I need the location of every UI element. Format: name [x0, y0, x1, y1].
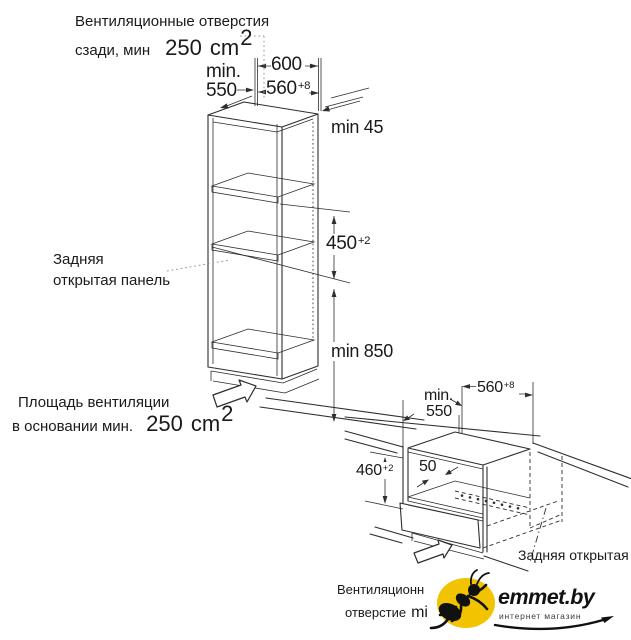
vent-note-base-line1: Площадь вентиляции [18, 394, 170, 411]
dim-value: 560 [266, 78, 297, 99]
dim-tolerance: +8 [503, 379, 515, 391]
airflow-arrow-small [414, 540, 452, 563]
dim-niche-height-460 [354, 462, 395, 479]
dim-top-gap-min45: min 45 [331, 117, 384, 137]
dim-tolerance: +2 [357, 234, 371, 247]
vent-note-bottom-label: отверстие [345, 605, 407, 620]
dim-width-600: 600 [271, 54, 302, 75]
label-back-open-panel [53, 249, 170, 291]
vent-area-exponent: 2 [240, 25, 253, 51]
dim-niche-width-560 [266, 79, 310, 100]
dim-value: 560 [477, 379, 503, 396]
dim-depth-min-value: 550 [426, 403, 452, 420]
logo-brand-text: emmet.by [498, 585, 595, 609]
dim-base-height-min850: min 850 [331, 341, 393, 361]
dim-depth-550-small [424, 388, 453, 420]
label-back-open-panel-line2: открытая панель [53, 272, 171, 289]
vent-note-back-label: сзади, мин [75, 42, 151, 59]
label-back-open: Задняя открытая [518, 547, 629, 563]
label-back-open-panel-line1: Задняя [53, 251, 104, 268]
dim-gap-50: 50 [419, 458, 437, 475]
vent-area-value: 250 [165, 35, 202, 60]
airflow-arrow-tall [213, 380, 256, 407]
dim-depth-550 [206, 62, 241, 100]
dim-niche-width-560-small [477, 379, 514, 396]
dim-tolerance: +8 [297, 79, 311, 92]
vent-note-bottom-line2 [345, 604, 428, 621]
vent-note-bottom-truncated: mi [411, 604, 428, 621]
vent-note-back-line1: Вентиляционные отверстия [75, 13, 270, 30]
base-area-unit: cm [190, 411, 221, 436]
vent-note-base-label: в основании мин. [12, 418, 134, 435]
dim-tolerance: +2 [382, 462, 394, 474]
dim-depth-min-value: 550 [206, 80, 237, 101]
dim-depth-min-label: min. [424, 387, 454, 404]
dim-value: 450 [326, 233, 357, 254]
dim-depth-min-label: min. [206, 61, 241, 82]
vent-note-back-line2 [75, 25, 253, 60]
ant-icon [431, 570, 495, 628]
base-area-exponent: 2 [221, 401, 234, 427]
vent-note-bottom-line1: Вентиляционн [337, 582, 425, 597]
back-panel-leader [167, 260, 230, 271]
logo-tagline-text: интернет магазин [499, 611, 582, 621]
vent-area-unit: cm [209, 35, 240, 60]
dim-value: 460 [356, 462, 382, 479]
base-area-value: 250 [146, 411, 183, 436]
dim-niche-height-450 [324, 234, 372, 255]
tall-cabinet-drawing [208, 88, 424, 429]
